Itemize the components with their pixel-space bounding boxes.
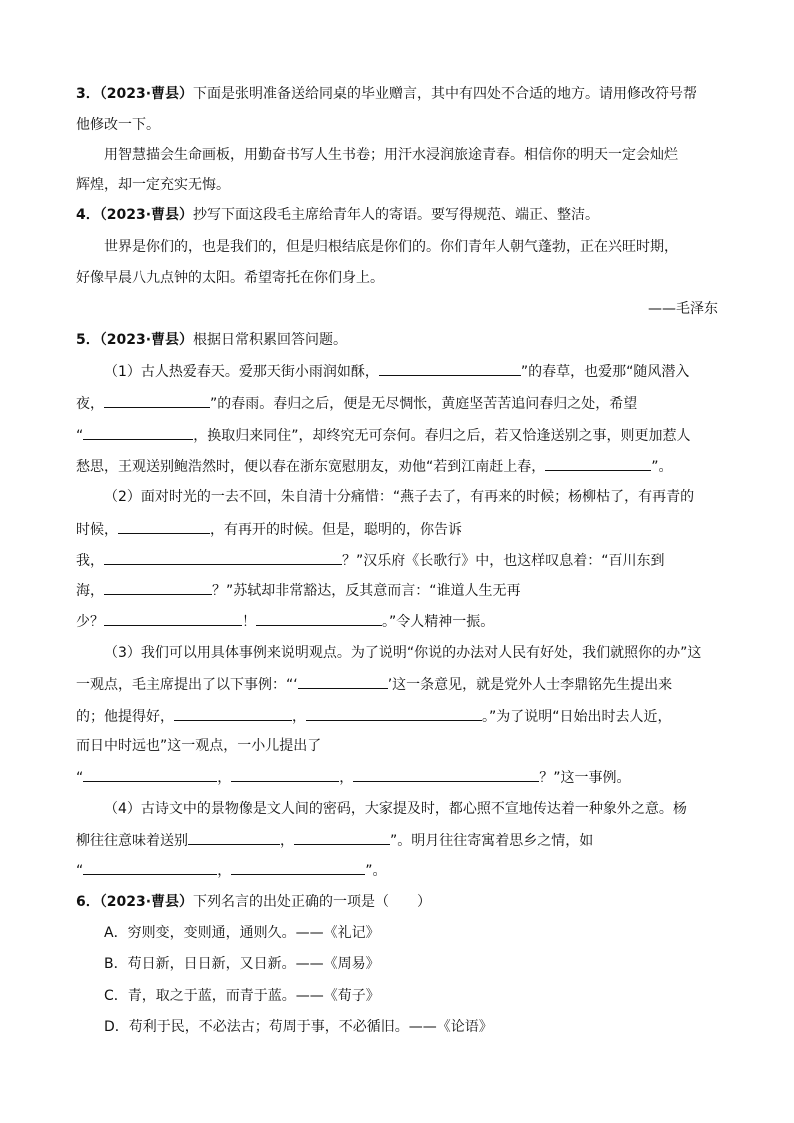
q3-passage-line-2: 辉煌，却一定充实无悔。 [76, 177, 230, 193]
q5-part4-line-3 [76, 860, 387, 881]
q5-part2-line-5 [76, 611, 494, 632]
q5-part1-text: ”。 [651, 459, 673, 475]
q5-part2-line-3 [76, 550, 665, 571]
q5-part3-text: 一观点，毛主席提出了以下事例：“‘ [76, 677, 298, 693]
q5-part1-text: ”的春草，也爱那“随风潜入 [520, 364, 690, 380]
q5-part4-line-1: （4）古诗文中的景物像是文人间的密码，大家提及时，都心照不宣地传达着一种象外之意。杨 [104, 801, 687, 817]
answer-blank[interactable] [188, 830, 280, 845]
q5-part2-text: ，有再开的时候。但是，聪明的，你告诉 [210, 522, 462, 538]
answer-blank[interactable] [174, 706, 292, 721]
q6-option-b[interactable]: B．苟日新，日日新，又日新。——《周易》 [104, 956, 380, 972]
q6-number: 6． [76, 894, 100, 910]
q6-option-c[interactable]: C．青，取之于蓝，而青于蓝。——《荀子》 [104, 988, 380, 1004]
answer-blank[interactable] [256, 611, 382, 626]
answer-blank[interactable] [545, 456, 651, 471]
answer-blank[interactable] [104, 393, 210, 408]
q3-source-tag: （2023·曹县） [99, 86, 194, 102]
q5-part2-text: 我， [76, 553, 104, 569]
q3-stem-line-1 [76, 84, 697, 104]
q4-source-tag: （2023·曹县） [99, 207, 194, 223]
q5-part2-text: ？”苏轼却非常豁达，反其意而言：“谁道人生无再 [212, 583, 521, 599]
q5-part1-text: （1）古人热爱春天。爱那天街小雨润如酥， [104, 364, 379, 380]
q5-part2-line-1: （2）面对时光的一去不回，朱自清十分痛惜：“燕子去了，有再来的时候；杨柳枯了，有再青的 [104, 489, 695, 505]
q5-part1-line-2 [76, 393, 637, 414]
answer-blank[interactable] [118, 519, 210, 534]
q5-part3-text: ？”这一事例。 [539, 770, 631, 786]
q5-part4-text: “ [76, 863, 84, 879]
q5-number: 5． [76, 332, 100, 348]
q3-passage-line-1: 用智慧描会生命画板，用勤奋书写人生书卷；用汗水浸润旅途青春。相信你的明天一定会灿烂 [104, 147, 678, 163]
q4-passage-line-1: 世界是你们的，也是我们的，但是归根结底是你们的。你们青年人朝气蓬勃，正在兴旺时期， [104, 239, 678, 255]
q5-part4-text: ， [217, 863, 232, 879]
q3-stem-line-2: 他修改一下。 [76, 117, 160, 133]
q4-passage-line-2: 好像早晨八九点钟的太阳。希望寄托在你们身上。 [76, 270, 384, 286]
q5-part1-text: ”的春雨。春归之后，便是无尽惆怅，黄庭坚苦苦追问春归之处，希望 [210, 396, 638, 412]
q5-part1-line-3 [76, 425, 691, 446]
answer-blank[interactable] [83, 425, 193, 440]
q5-part1-text: 愁思，王观送别鲍浩然时，便以春在浙东宽慰朋友，劝他“若到江南赶上春， [76, 459, 546, 475]
q5-part1-text: 夜， [76, 396, 104, 412]
q5-part2-line-2 [76, 519, 462, 540]
q5-part3-text: 。”为了说明“日始出时去人近， [482, 709, 672, 725]
q4-signature: ——毛泽东 [648, 301, 718, 317]
q5-part3-text: 的；他提得好， [76, 709, 174, 725]
q5-part2-text: 。”令人精神一振。 [382, 614, 495, 630]
answer-blank[interactable] [83, 767, 217, 782]
q5-part4-text: ”。明月往往寄寓着思乡之情，如 [390, 833, 594, 849]
answer-blank[interactable] [83, 860, 217, 875]
q5-stem-text: 根据日常积累回答问题。 [193, 332, 348, 348]
answer-blank[interactable] [294, 830, 390, 845]
q5-part3-text: ， [339, 770, 354, 786]
q3-stem-text: 下面是张明准备送给同桌的毕业赠言，其中有四处不合适的地方。请用修改符号帮 [193, 86, 698, 102]
q5-stem-line [76, 330, 347, 350]
answer-blank[interactable] [104, 611, 242, 626]
q4-number: 4． [76, 207, 100, 223]
q5-part4-text: 柳往往意味着送别 [76, 833, 188, 849]
q5-part2-line-4 [76, 580, 521, 601]
q5-part3-text: “ [76, 770, 84, 786]
q5-part3-text: ’这一条意见，就是党外人士李鼎铭先生提出来 [387, 677, 673, 693]
q4-stem-text: 抄写下面这段毛主席给青年人的寄语。要写得规范、端正、整洁。 [193, 207, 600, 223]
q6-stem-text: 下列名言的出处正确的一项是（ ） [193, 894, 432, 910]
q6-option-a[interactable]: A．穷则变，变则通，通则久。——《礼记》 [104, 925, 380, 941]
q5-part1-line-1 [104, 361, 689, 382]
q5-part3-line-1: （3）我们可以用具体事例来说明观点。为了说明“你说的办法对人民有好处，我们就照你的办”这 [104, 645, 702, 661]
answer-blank[interactable] [231, 860, 365, 875]
q5-part2-text: 少？ [76, 614, 104, 630]
q5-part1-line-4 [76, 456, 673, 477]
q5-part2-text: 海， [76, 583, 104, 599]
q6-option-d[interactable]: D．苟利于民，不必法古；苟周于事，不必循旧。——《论语》 [104, 1019, 493, 1035]
q5-part3-line-5 [76, 767, 631, 788]
q5-part1-text: “ [76, 428, 84, 444]
answer-blank[interactable] [353, 767, 539, 782]
answer-blank[interactable] [306, 706, 482, 721]
q5-part3-line-4: 而日中时远也”这一观点，一小儿提出了 [76, 738, 322, 754]
q5-part2-text: ！ [242, 614, 256, 630]
answer-blank[interactable] [231, 767, 339, 782]
answer-blank[interactable] [298, 674, 388, 689]
q5-part3-line-2 [76, 674, 672, 695]
q5-part3-text: ， [217, 770, 232, 786]
q5-part4-text: ， [280, 833, 294, 849]
answer-blank[interactable] [104, 550, 342, 565]
q3-number: 3． [76, 86, 100, 102]
q4-stem-line [76, 205, 599, 225]
q5-part3-line-3 [76, 706, 672, 727]
q5-part4-line-2 [76, 830, 593, 851]
q5-part1-text: ，换取归来同住”，却终究无可奈何。春归之后，若又恰逢送别之事，则更加惹人 [193, 428, 691, 444]
q5-part3-text: ， [292, 709, 306, 725]
q5-source-tag: （2023·曹县） [99, 332, 194, 348]
q6-source-tag: （2023·曹县） [99, 894, 194, 910]
q5-part4-text: ”。 [365, 863, 387, 879]
q5-part2-text: ？”汉乐府《长歌行》中，也这样叹息着：“百川东到 [342, 553, 665, 569]
answer-blank[interactable] [379, 361, 521, 376]
q5-part2-text: 时候， [76, 522, 118, 538]
answer-blank[interactable] [104, 580, 212, 595]
q6-stem-line [76, 892, 431, 912]
